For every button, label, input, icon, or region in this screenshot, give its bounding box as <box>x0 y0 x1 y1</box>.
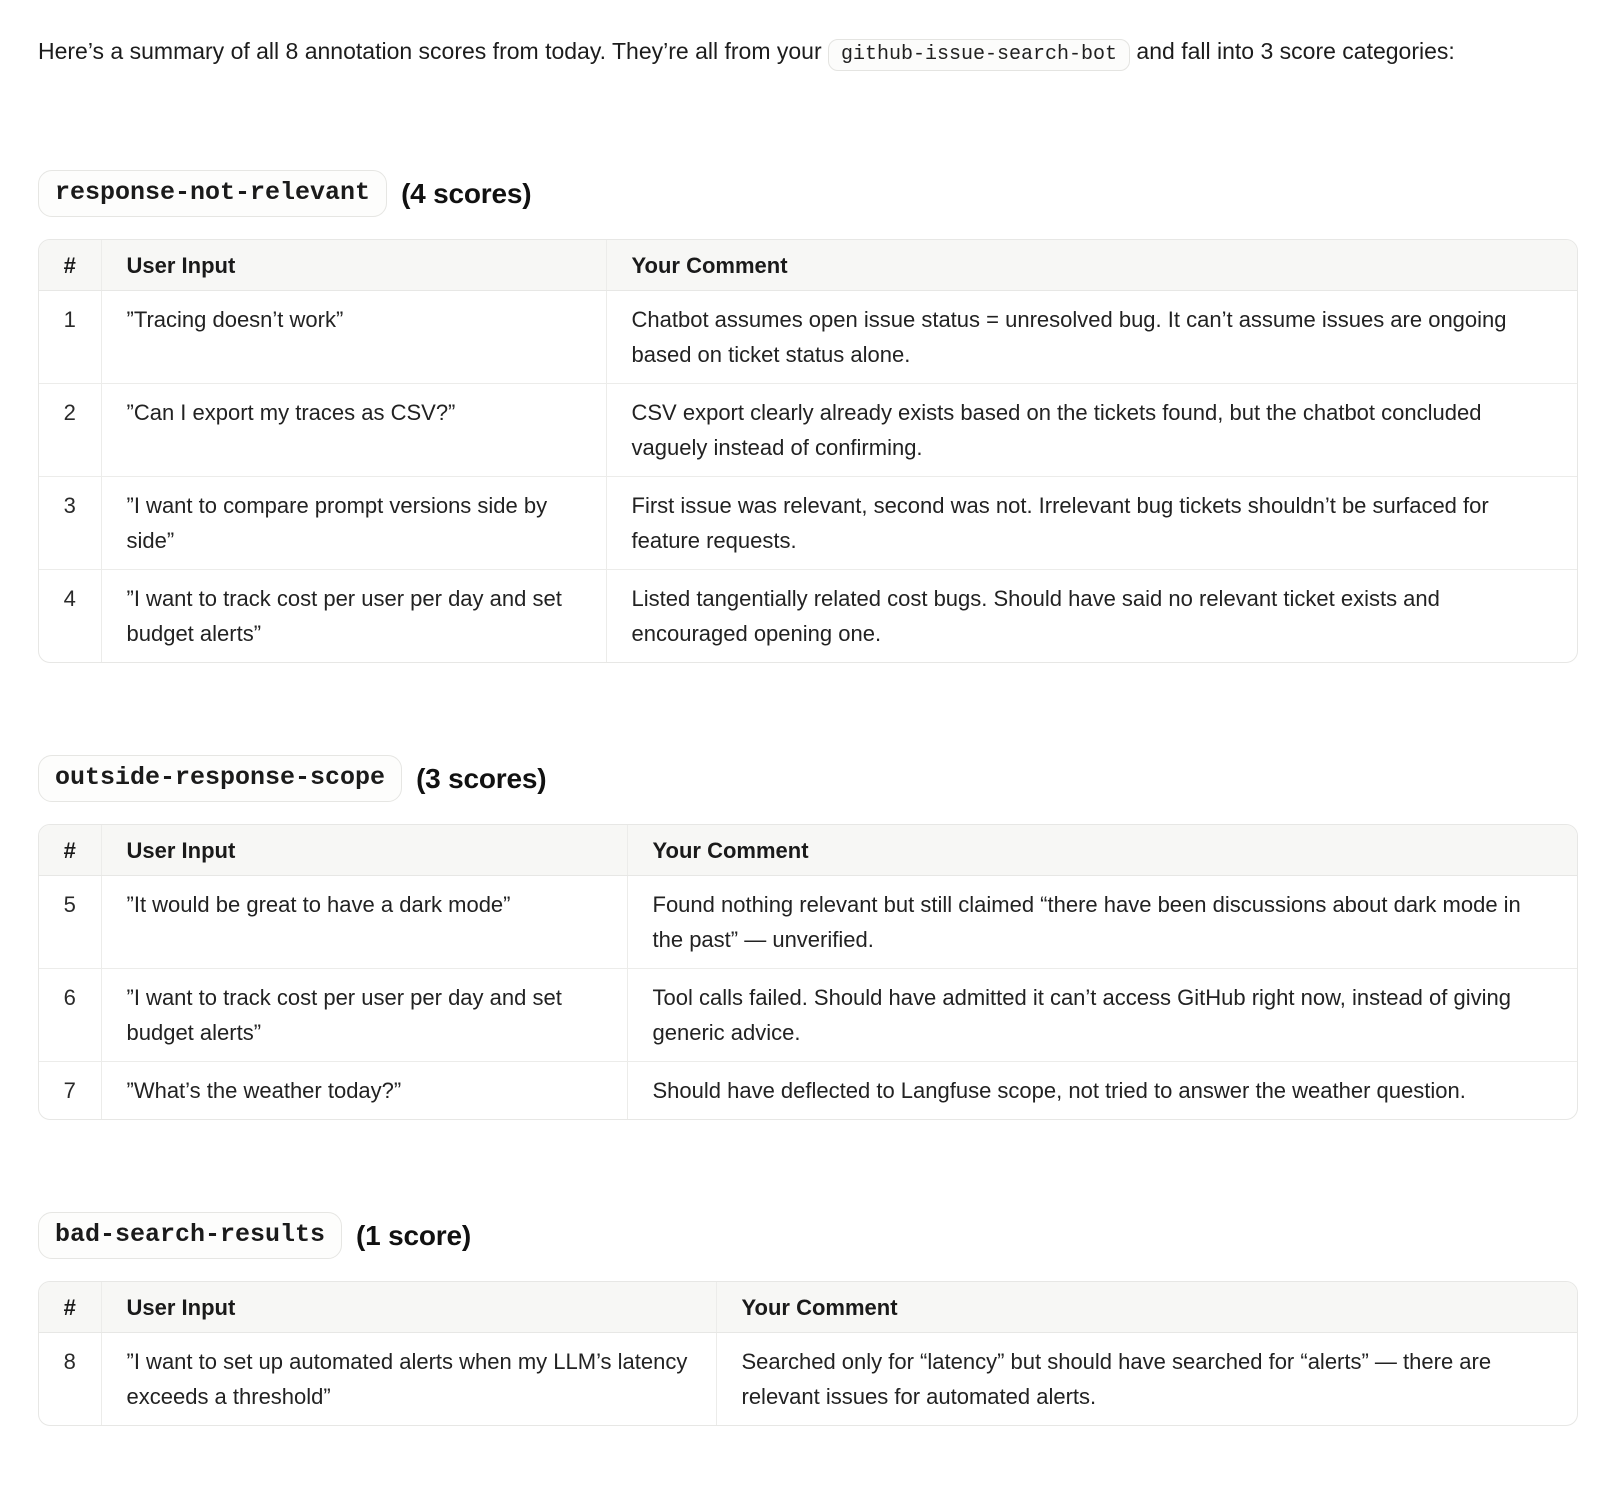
comment-cell: Found nothing relevant but still claimed “there have been discussions about dark mode in the past” — unverified. <box>627 876 1577 969</box>
table-body <box>39 291 1577 663</box>
score-category-section <box>38 170 1578 663</box>
table-row <box>39 570 1577 663</box>
score-count-label: (1 score) <box>356 1219 471 1251</box>
row-number-cell: 7 <box>63 1078 76 1103</box>
score-category-section <box>38 755 1578 1120</box>
table-row <box>39 876 1577 969</box>
user-input-cell: ”I want to track cost per user per day and set budget alerts” <box>101 969 627 1062</box>
table-header-row <box>39 240 1577 291</box>
column-header-number: # <box>39 1282 101 1333</box>
column-header-user-input: User Input <box>101 1282 716 1333</box>
comment-cell: Should have deflected to Langfuse scope, not tried to answer the weather question. <box>627 1062 1577 1120</box>
row-number-cell: 3 <box>39 477 101 570</box>
category-code-pill: bad-search-results <box>38 1212 342 1259</box>
section-heading <box>38 1212 1578 1259</box>
scores-table <box>39 825 1577 1119</box>
score-category-section <box>38 1212 1578 1426</box>
scores-table-wrapper <box>38 824 1578 1120</box>
user-input-cell: ”I want to set up automated alerts when my LLM’s latency exceeds a threshold” <box>101 1333 716 1426</box>
row-number-cell: 8 <box>63 1349 76 1374</box>
row-number-cell: 6 <box>39 969 101 1062</box>
scores-table-wrapper <box>38 1281 1578 1426</box>
table-header-row <box>39 1282 1577 1333</box>
column-header-user-input: User Input <box>101 825 627 876</box>
comment-cell: First issue was relevant, second was not. Irrelevant bug tickets shouldn’t be surfaced for feature requests. <box>606 477 1577 570</box>
user-input-cell: ”I want to track cost per user per day and set budget alerts” <box>101 570 606 663</box>
table-row <box>39 1333 1577 1426</box>
table-row <box>39 969 1577 1062</box>
comment-cell: CSV export clearly already exists based on the tickets found, but the chatbot concluded vaguely instead of confirming. <box>606 384 1577 477</box>
section-heading <box>38 755 1578 802</box>
category-code-pill: outside-response-scope <box>38 755 402 802</box>
section-heading <box>38 170 1578 217</box>
user-input-cell: ”I want to compare prompt versions side by side” <box>101 477 606 570</box>
row-number-cell: 1 <box>39 291 101 384</box>
row-number-cell: 4 <box>63 586 76 611</box>
table-row <box>39 291 1577 384</box>
intro-text-after: and fall into 3 score categories: <box>1130 38 1455 64</box>
table-row <box>39 384 1577 477</box>
intro-text-before: Here’s a summary of all 8 annotation scores from today. They’re all from your <box>38 38 828 64</box>
comment-cell: Searched only for “latency” but should have searched for “alerts” — there are relevant issues for automated alerts. <box>716 1333 1577 1426</box>
column-header-your-comment: Your Comment <box>716 1282 1577 1333</box>
user-input-cell: ”Can I export my traces as CSV?” <box>101 384 606 477</box>
comment-cell: Tool calls failed. Should have admitted it can’t access GitHub right now, instead of giving generic advice. <box>627 969 1577 1062</box>
comment-cell: Chatbot assumes open issue status = unresolved bug. It can’t assume issues are ongoing based on ticket status alone. <box>606 291 1577 384</box>
table-body <box>39 876 1577 1120</box>
table-row <box>39 477 1577 570</box>
column-header-number: # <box>39 240 101 291</box>
comment-cell: Listed tangentially related cost bugs. Should have said no relevant ticket exists and encouraged opening one. <box>606 570 1577 663</box>
user-input-cell: ”Tracing doesn’t work” <box>101 291 606 384</box>
user-input-cell: ”What’s the weather today?” <box>101 1062 627 1120</box>
scores-table <box>39 1282 1577 1425</box>
intro-paragraph <box>38 28 1578 78</box>
table-header-row <box>39 825 1577 876</box>
scores-table <box>39 240 1577 662</box>
column-header-user-input: User Input <box>101 240 606 291</box>
user-input-cell: ”It would be great to have a dark mode” <box>101 876 627 969</box>
row-number-cell: 2 <box>39 384 101 477</box>
sections-container <box>38 170 1578 1426</box>
scores-table-wrapper <box>38 239 1578 663</box>
score-count-label: (4 scores) <box>401 177 532 209</box>
column-header-your-comment: Your Comment <box>606 240 1577 291</box>
column-header-number: # <box>39 825 101 876</box>
table-row <box>39 1062 1577 1120</box>
score-count-label: (3 scores) <box>416 762 547 794</box>
bot-name-code-chip: github-issue-search-bot <box>828 39 1130 71</box>
table-body <box>39 1333 1577 1426</box>
category-code-pill: response-not-relevant <box>38 170 387 217</box>
row-number-cell: 5 <box>39 876 101 969</box>
column-header-your-comment: Your Comment <box>627 825 1577 876</box>
